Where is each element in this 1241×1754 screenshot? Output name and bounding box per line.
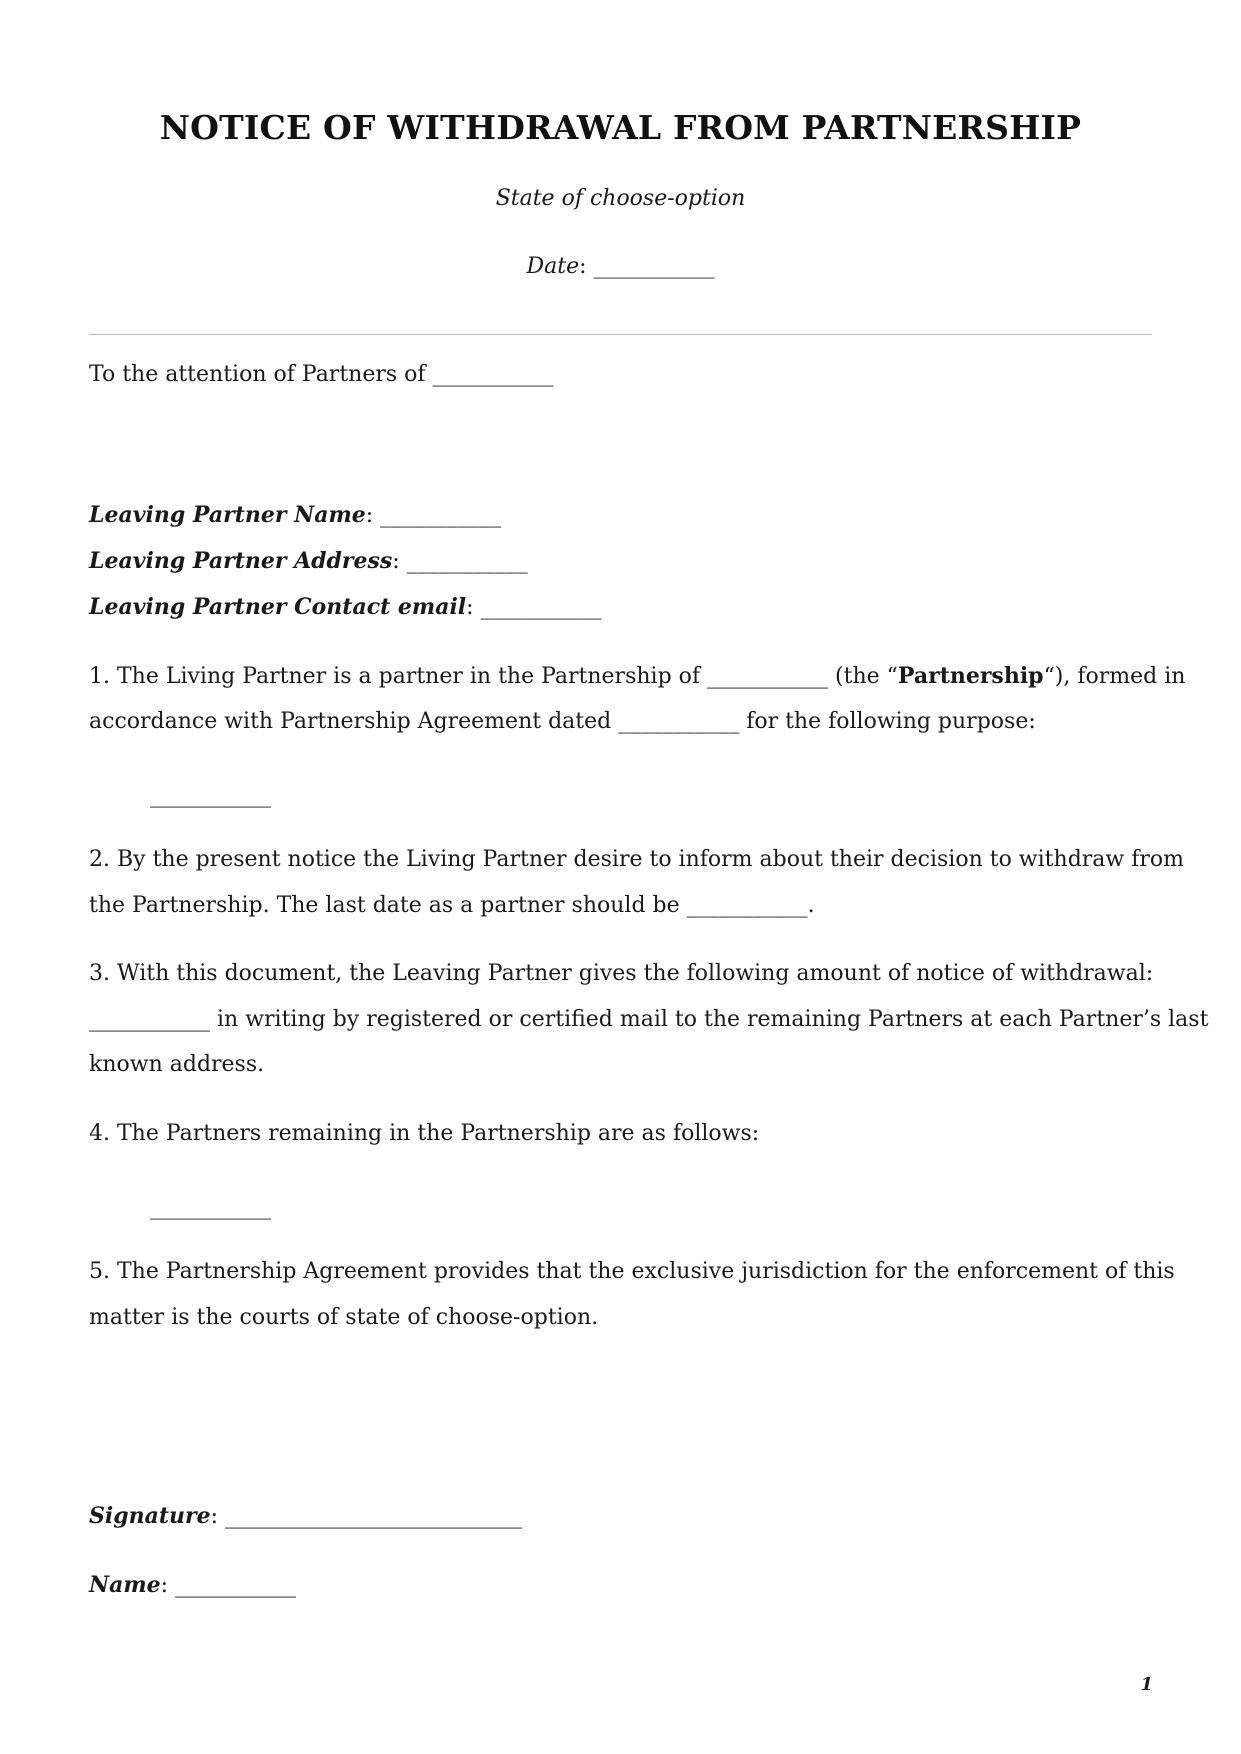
- header-divider: [89, 334, 1152, 335]
- leaving-partner-name-line: Leaving Partner Name: ___________: [89, 502, 502, 528]
- clause-4-line-1: 4. The Partners remaining in the Partnership are as follows:: [89, 1121, 760, 1146]
- state-line: State of choose-option: [495, 186, 746, 211]
- clause-3-line-3: known address.: [89, 1052, 265, 1077]
- leaving-partner-email-label: Leaving Partner Contact email: [89, 594, 467, 620]
- clause-5-line-2: matter is the courts of state of choose-option.: [89, 1305, 599, 1330]
- clause-3-line-1: 3. With this document, the Leaving Partner gives the following amount of notice of withdrawal:: [89, 961, 1154, 986]
- clause-1-line-2: accordance with Partnership Agreement dated ___________ for the following purpose:: [89, 709, 1036, 734]
- clause-3-line-2: ___________ in writing by registered or certified mail to the remaining Partners at each Partner’s last: [89, 1007, 1209, 1032]
- date-colon: :: [579, 254, 594, 279]
- leaving-partner-name-blank: ___________: [380, 503, 502, 528]
- signature-label: Signature: [89, 1503, 211, 1529]
- document-title: NOTICE OF WITHDRAWAL FROM PARTNERSHIP: [159, 108, 1082, 147]
- page-number: 1: [1140, 1674, 1153, 1695]
- leaving-partner-email-line: Leaving Partner Contact email: ___________: [89, 594, 602, 620]
- leaving-partner-email-blank: ___________: [480, 595, 602, 620]
- name-label: Name: [89, 1572, 161, 1598]
- date-label: Date: [526, 254, 580, 279]
- name-line: Name: ___________: [89, 1572, 297, 1598]
- partnership-term: Partnership: [897, 663, 1044, 689]
- leaving-partner-address-blank: ___________: [406, 549, 528, 574]
- signature-blank: ___________________________: [225, 1504, 523, 1529]
- signature-line: Signature: ___________________________: [89, 1503, 523, 1529]
- clause-2-line-1: 2. By the present notice the Living Partner desire to inform about their decision to withdraw from: [89, 847, 1184, 872]
- leaving-partner-name-label: Leaving Partner Name: [89, 502, 366, 528]
- clause-1-line-1: 1. The Living Partner is a partner in the Partnership of ___________ (the “Partnership“), formed in: [89, 663, 1186, 689]
- leaving-partner-address-label: Leaving Partner Address: [89, 548, 393, 574]
- leaving-partner-address-line: Leaving Partner Address: ___________: [89, 548, 528, 574]
- remaining-partners-blank: ___________: [150, 1195, 271, 1220]
- date-line: [0, 254, 1241, 279]
- date-blank: ___________: [593, 254, 715, 279]
- purpose-blank: ___________: [150, 783, 271, 808]
- clause-2-line-2: the Partnership. The last date as a partner should be ___________.: [89, 893, 815, 918]
- clause-5-line-1: 5. The Partnership Agreement provides that the exclusive jurisdiction for the enforcement of this: [89, 1259, 1175, 1284]
- name-blank: ___________: [175, 1573, 297, 1598]
- attention-line: To the attention of Partners of ___________: [89, 362, 554, 387]
